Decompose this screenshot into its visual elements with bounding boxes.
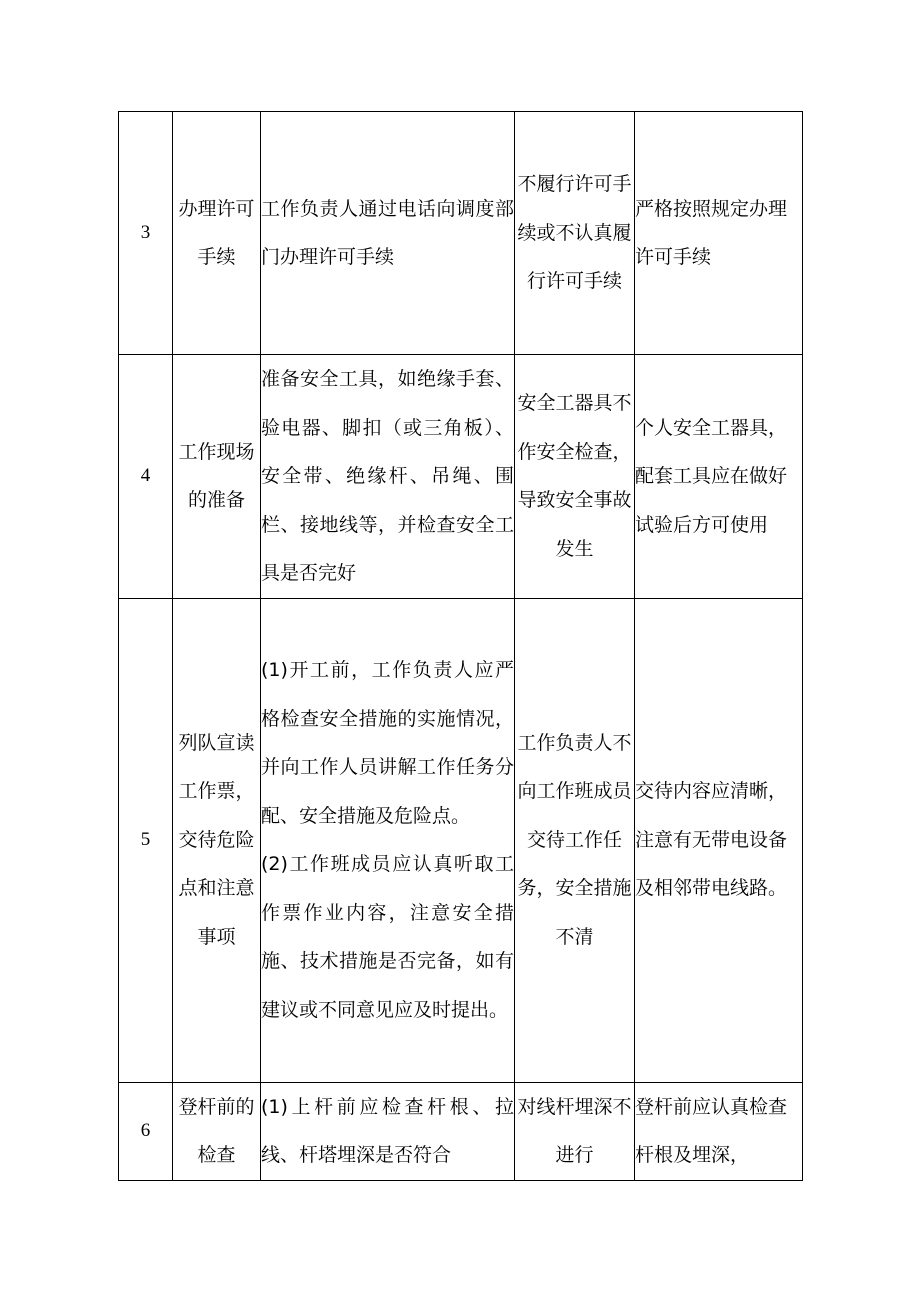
step-name: 登杆前的检查 (173, 1082, 261, 1180)
description-item: (1)开工前，工作负责人应严格检查安全措施的实施情况，并向工作人员讲解工作任务分配、安全措施及危险点。 (261, 659, 514, 827)
step-risk: 不履行许可手续或不认真履行许可手续 (515, 112, 635, 355)
table-row (119, 598, 803, 1082)
table-row (119, 112, 803, 355)
description-item: (2)工作班成员应认真听取工作票作业内容，注意安全措施、技术措施是否完备，如有建议或不同意见应及时提出。 (261, 853, 514, 1021)
step-risk: 对线杆埋深不进行 (515, 1082, 635, 1180)
step-number: 4 (119, 355, 173, 599)
step-name: 工作现场的准备 (173, 355, 261, 599)
step-name: 办理许可手续 (173, 112, 261, 355)
step-measure: 登杆前应认真检查杆根及埋深， (635, 1082, 803, 1180)
step-measure: 严格按照规定办理许可手续 (635, 112, 803, 355)
step-number: 5 (119, 598, 173, 1082)
step-description (261, 598, 515, 1082)
step-name: 列队宣读工作票，交待危险点和注意事项 (173, 598, 261, 1082)
step-measure: 个人安全工器具，配套工具应在做好试验后方可使用 (635, 355, 803, 599)
table-row (119, 1082, 803, 1180)
step-measure: 交待内容应清晰，注意有无带电设备及相邻带电线路。 (635, 598, 803, 1082)
step-description: 准备安全工具，如绝缘手套、验电器、脚扣（或三角板）、安全带、绝缘杆、吊绳、围栏、接地线等，并检查安全工具是否完好 (261, 355, 515, 599)
step-number: 3 (119, 112, 173, 355)
step-risk: 安全工器具不作安全检查，导致安全事故发生 (515, 355, 635, 599)
table-row (119, 355, 803, 599)
step-description: 工作负责人通过电话向调度部门办理许可手续 (261, 112, 515, 355)
work-procedure-table (118, 111, 803, 1181)
step-number: 6 (119, 1082, 173, 1180)
step-risk: 工作负责人不向工作班成员交待工作任务，安全措施不清 (515, 598, 635, 1082)
step-description: (1)上杆前应检查杆根、拉线、杆塔埋深是否符合 (261, 1082, 515, 1180)
